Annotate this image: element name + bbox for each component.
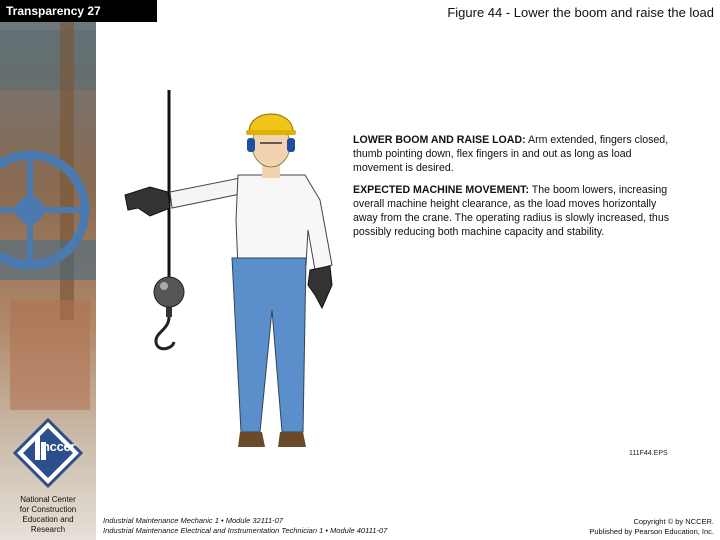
left-boot <box>238 432 265 447</box>
transparency-label: Transparency 27 <box>0 0 157 22</box>
course-footer <box>103 516 387 536</box>
description-text: Arm extended, fingers closed, thumb pointing down, flex fingers in and out as long as load movement is desired. <box>353 134 669 175</box>
course-line: Industrial Maintenance Electrical and Instrumentation Technician 1 • Module 40111-07 <box>103 526 388 535</box>
hardhat-icon <box>249 114 293 132</box>
earmuff-icon <box>247 138 255 152</box>
jeans <box>232 258 306 432</box>
description-text: The boom lowers, increasing overall machine height clearance, as the load moves horizontally away from the crane. The operating radius is slowly increased, thus possibly reducing both machine capacity and stability. <box>353 183 670 239</box>
figure-title: Figure 44 - Lower the boom and raise the load <box>447 5 714 20</box>
description-heading: LOWER BOOM AND RAISE LOAD: <box>353 134 526 146</box>
publisher-line: Published by Pearson Education, Inc. <box>589 526 714 536</box>
headache-ball <box>154 277 184 307</box>
shirt <box>236 175 332 270</box>
copyright-footer <box>589 517 714 536</box>
org-line: Education and <box>22 515 74 524</box>
organization-name <box>4 495 92 535</box>
description-heading: EXPECTED MACHINE MOVEMENT: <box>353 183 529 196</box>
signal-description <box>353 133 678 246</box>
logo-text: nccer <box>42 439 76 454</box>
right-glove <box>308 266 332 308</box>
org-line: Research <box>30 525 66 534</box>
right-boot <box>278 432 306 447</box>
copyright-line: Copyright © by NCCER. <box>633 517 714 526</box>
signal-glove <box>125 187 170 216</box>
file-label: 111F44.EPS <box>629 450 668 457</box>
signal-person-illustration <box>110 80 360 455</box>
org-line: for Construction <box>19 505 77 514</box>
description-paragraph <box>353 133 678 176</box>
description-paragraph <box>353 183 678 240</box>
course-line: Industrial Maintenance Mechanic 1 • Module 32111-07 <box>103 516 283 525</box>
org-line: National Center <box>20 495 76 504</box>
crane-hook <box>156 317 174 349</box>
